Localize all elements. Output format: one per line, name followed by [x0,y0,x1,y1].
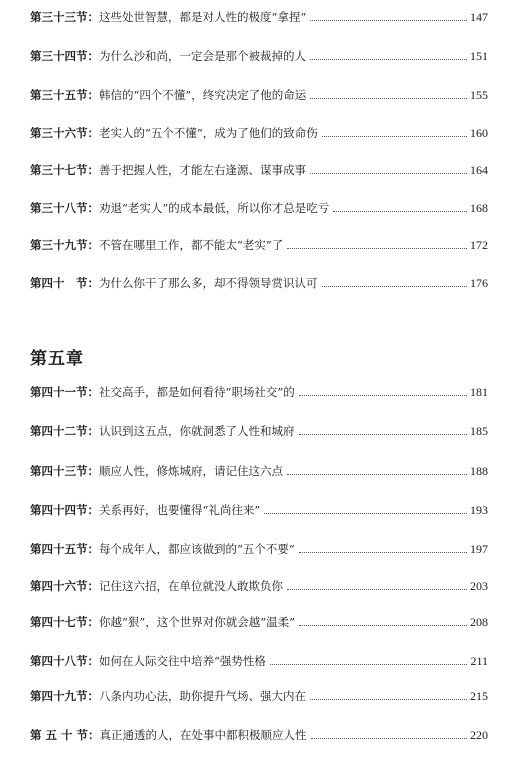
toc-entry-page: 151 [470,49,488,63]
toc-entry-title: 关系再好，也要懂得“礼尚往来” [99,503,261,517]
toc-entry-page: 147 [470,10,488,24]
toc-entry-title: 如何在人际交往中培养“强势性格 [99,654,266,668]
toc-entry-page: 160 [470,126,488,140]
toc-entry-label: 第四十 节： [30,276,99,290]
toc-entry-page: 193 [470,503,488,517]
toc-dot-leader [311,738,467,739]
toc-dot-leader [287,474,467,475]
toc-dot-leader [299,552,467,553]
toc-entry-39[interactable] [30,232,488,252]
toc-entry-page: 168 [470,201,488,215]
toc-entry-label: 第四十五节： [30,542,99,556]
toc-entry-34[interactable] [30,43,488,63]
toc-entry-title: 这些处世智慧，都是对人性的极度“拿捏“ [99,10,307,24]
toc-entry-label: 第四十八节： [30,654,99,668]
toc-entry-title: 记住这六招，在单位就没人敢欺负你 [99,579,283,593]
toc-entry-48[interactable] [30,648,488,668]
toc-entry-title: 认识到这五点，你就洞悉了人性和城府 [99,424,295,438]
toc-entry-title: 劝退“老实人”的成本最低，所以你才总是吃亏 [99,201,330,215]
toc-dot-leader [270,664,468,665]
toc-dot-leader [310,173,467,174]
toc-entry-page: 188 [470,464,488,478]
toc-entry-title: 社交高手，都是如何看待“职场社交”的 [99,385,295,399]
toc-entry-35[interactable] [30,82,488,102]
toc-dot-leader [287,248,467,249]
toc-entry-page: 164 [470,163,488,177]
toc-entry-page: 215 [470,689,488,703]
toc-entry-40[interactable] [30,270,488,290]
toc-entry-37[interactable] [30,157,488,177]
toc-entry-title: 真正通透的人，在处事中都积极顺应人性 [99,728,307,742]
toc-entry-label: 第 五 十 节： [30,728,100,742]
toc-entry-page: 220 [470,728,488,742]
toc-entry-47[interactable] [30,609,488,629]
toc-entry-label: 第四十九节： [30,689,99,703]
toc-entry-page: 197 [470,542,488,556]
toc-entry-label: 第三十六节： [30,126,99,140]
toc-entry-page: 208 [470,615,488,629]
toc-entry-label: 第四十四节： [30,503,99,517]
toc-dot-leader [299,434,468,435]
toc-entry-label: 第三十九节： [30,238,99,252]
toc-entry-label: 第三十七节： [30,163,99,177]
toc-dot-leader [322,136,467,137]
toc-dot-leader [264,513,467,514]
toc-entry-33[interactable] [30,4,488,24]
toc-entry-page: 181 [470,385,488,399]
toc-entry-label: 第四十一节： [30,385,99,399]
toc-entry-38[interactable] [30,195,488,215]
toc-entry-label: 第三十三节： [30,10,99,24]
toc-entry-page: 155 [470,88,488,102]
toc-entry-title: 八条内功心法，助你提升气场、强大内在 [99,689,306,703]
toc-entry-page: 185 [470,424,488,438]
toc-dot-leader [333,211,467,212]
toc-dot-leader [310,98,467,99]
toc-dot-leader [287,589,467,590]
toc-entry-43[interactable] [30,458,488,478]
toc-dot-leader [310,699,467,700]
toc-entry-42[interactable] [30,418,488,438]
toc-entry-title: 韩信的“四个不懂”，终究决定了他的命运 [99,88,307,102]
toc-entry-41[interactable] [30,379,488,399]
toc-entry-title: 不管在哪里工作，都不能太“老实”了 [99,238,284,252]
toc-entry-title: 顺应人性，修炼城府，请记住这六点 [99,464,283,478]
toc-entry-label: 第三十八节： [30,201,99,215]
toc-entry-46[interactable] [30,573,488,593]
toc-entry-36[interactable] [30,120,488,140]
toc-entry-label: 第三十五节： [30,88,99,102]
toc-entry-49[interactable] [30,683,488,703]
toc-entry-title: 善于把握人性，才能左右逢源、谋事成事 [99,163,306,177]
toc-entry-label: 第四十三节： [30,464,99,478]
toc-dot-leader [310,59,467,60]
toc-entry-label: 第四十六节： [30,579,99,593]
toc-entry-50[interactable] [30,722,488,742]
toc-entry-label: 第四十七节： [30,615,99,629]
toc-entry-45[interactable] [30,536,488,556]
toc-entry-page: 172 [470,238,488,252]
toc-dot-leader [299,395,467,396]
toc-dot-leader [322,286,468,287]
toc-entry-title: 为什么沙和尚，一定会是那个被裁掉的人 [99,49,306,63]
toc-entry-title: 每个成年人，都应该做到的“五个不要“ [99,542,295,556]
toc-entry-44[interactable] [30,497,488,517]
toc-entry-label: 第四十二节： [30,424,99,438]
toc-entry-title: 老实人的“五个不懂”，成为了他们的致命伤 [99,126,318,140]
toc-entry-label: 第三十四节： [30,49,99,63]
chapter-heading: 第五章 [30,349,84,369]
toc-dot-leader [299,625,467,626]
toc-entry-page: 211 [470,654,488,668]
toc-entry-page: 176 [470,276,488,290]
toc-entry-page: 203 [470,579,488,593]
toc-entry-title: 你越“狠”，这个世界对你就会越“温柔” [99,615,296,629]
toc-dot-leader [310,20,467,21]
toc-entry-title: 为什么你干了那么多，却不得领导赏识认可 [99,276,318,290]
